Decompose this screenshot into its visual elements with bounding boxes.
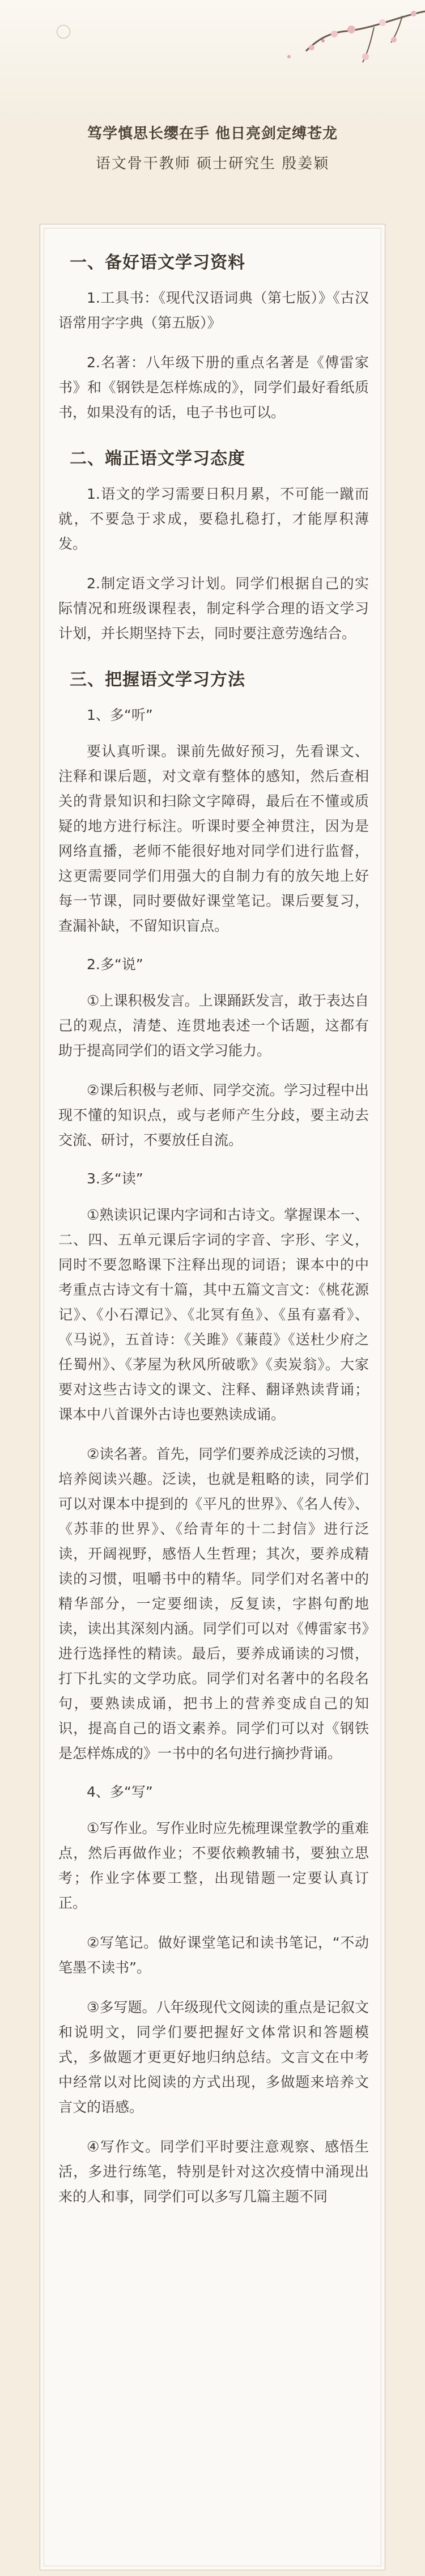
- subsection-heading: 2.多“说”: [87, 956, 143, 973]
- plum-branch-illustration: [255, 0, 425, 85]
- paragraph: 2.制定语文学习计划。同学们根据自己的实际情况和班级课程表，制定科学合理的语文学习计划，并长期坚持下去，同时要注意劳逸结合。: [58, 575, 369, 642]
- paragraph: ④写作文。同学们平时要注意观察、感悟生活，多进行练笔，特别是针对这次疫情中涌现出来的人和事，同学们可以多写几篇主题不同: [58, 2138, 369, 2205]
- paragraph: ②课后积极与老师、同学交流。学习过程中出现不懂的知识点，或与老师产生分歧，要主动去交流、研讨，不要放任自流。: [58, 1082, 369, 1148]
- paragraph: ②读名著。首先，同学们要养成泛读的习惯，培养阅读兴趣。泛读，也就是粗略的读，同学们可以对课本中提到的《平凡的世界》、《名人传》、《苏菲的世界》、《给青年的十二封信》进行泛读，开阔视野，感悟人生哲理；其次，要养成精读的习惯，咀嚼书中的精华。同学们对名著中的精华部分，一定要细读，反复读，字斟句酌地读，读出其深刻内涵。同学们可以对《傅雷家书》进行选择性的精读。最后，要养成诵读的习惯，打下扎实的文学功底。同学们对名著中的名段名句，要熟读成诵，把书上的营养变成自己的知识，提高自己的语文素养。同学们可以对《钢铁是怎样炼成的》一书中的名句进行摘抄背诵。: [58, 1446, 369, 1762]
- author-byline: 语文骨干教师 硕士研究生 殷姜颖: [95, 155, 330, 172]
- paragraph: ②写笔记。做好课堂笔记和读书笔记，“不动笔墨不读书”。: [58, 1934, 369, 1976]
- subsection-heading: 3.多“读”: [87, 1170, 143, 1187]
- section-heading: 一、备好语文学习资料: [70, 253, 245, 273]
- article-header: [0, 122, 425, 173]
- article-title: 笃学慎思长缨在手 他日亮剑定缚苍龙: [87, 125, 338, 142]
- subsection-heading: 1、多“听”: [87, 707, 153, 723]
- paragraph: 要认真听课。课前先做好预习，先看课文、注释和课后题，对文章有整体的感知，然后查相关的背景知识和扫除文字障碍，最后在不懂或质疑的地方进行标注。听课时要全神贯注，因为是网络直播，老师不能很好地对同学们进行监督，这更需要同学们用强大的自制力有的放矢地上好每一节课，同时要做好课堂笔记。课后要复习，查漏补缺，不留知识盲点。: [58, 743, 369, 934]
- article-body: [40, 224, 385, 2570]
- subsection-heading: 4、多“写”: [87, 1784, 153, 1800]
- paragraph: ③多写题。八年级现代文阅读的重点是记叙文和说明文，同学们要把握好文体常识和答题模式，多做题才更更好地归纳总结。文言文在中考中经常以对比阅读的方式出现，多做题来培养文言文的语感。: [58, 1999, 369, 2115]
- paragraph: 2.名著：八年级下册的重点名著是《傅雷家书》和《钢铁是怎样炼成的》，同学们最好看纸质书，如果没有的话，电子书也可以。: [58, 354, 369, 421]
- paragraph: ①熟读识记课内字词和古诗文。掌握课本一、二、四、五单元课后字词的字音、字形、字义，同时不要忽略课下注释出现的词语；课本中的中考重点古诗文有十篇，其中五篇文言文：《桃花源记》、《小石潭记》、《北冥有鱼》、《虽有嘉肴》、《马说》，五首诗：《关雎》《蒹葭》《送杜少府之任蜀州》、《茅屋为秋风所破歌》《卖炭翁》。大家要对这些古诗文的课文、注释、翻译熟读背诵；课本中八首课外古诗也要熟读成诵。: [58, 1207, 369, 1423]
- paragraph: 1.语文的学习需要日积月累，不可能一蹴而就，不要急于求成，要稳扎稳打，才能厚积薄发。: [58, 486, 369, 552]
- section-heading: 二、端正语文学习态度: [70, 449, 245, 469]
- stamp-decoration: [57, 25, 70, 39]
- paragraph: ①写作业。写作业时应先梳理课堂教学的重难点，然后再做作业；不要依赖教辅书，要独立思考；作业字体要工整，出现错题一定要认真订正。: [58, 1820, 369, 1911]
- section-heading: 三、把握语文学习方法: [70, 670, 245, 690]
- paragraph: 1.工具书：《现代汉语词典（第七版）》《古汉语常用字字典（第五版）》: [58, 290, 369, 331]
- paragraph: ①上课积极发言。上课踊跃发言，敢于表达自己的观点，清楚、连贯地表述一个话题，这都有助于提高同学们的语文学习能力。: [58, 992, 369, 1059]
